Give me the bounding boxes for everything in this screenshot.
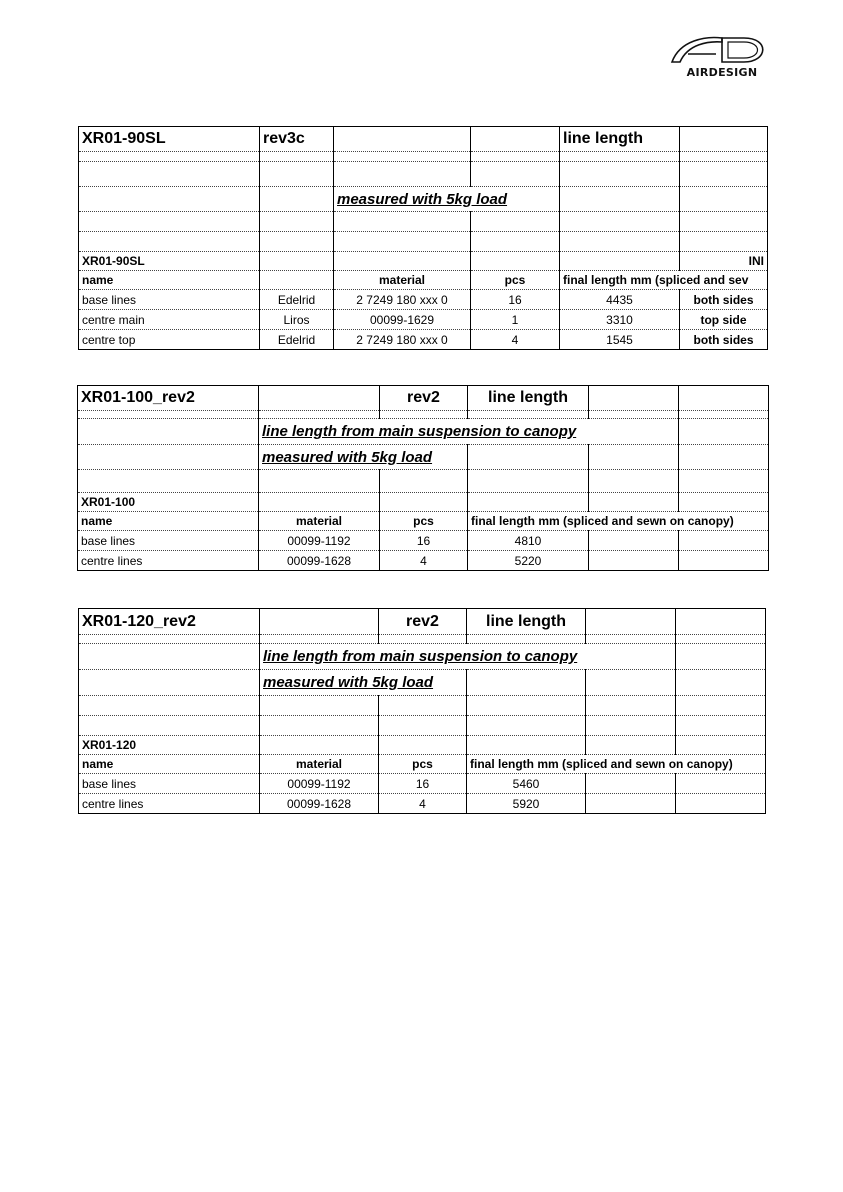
line-length: 1545	[560, 330, 680, 350]
line-length: 4435	[560, 290, 680, 310]
line-name: base lines	[79, 774, 260, 794]
table-row	[79, 774, 766, 794]
section-label: XR01-100	[78, 493, 259, 512]
line-length: 5460	[467, 774, 586, 794]
line-length: 3310	[560, 310, 680, 330]
line-material: 2 7249 180 xxx 0	[334, 330, 471, 350]
line-pcs: 16	[380, 531, 468, 551]
line-length: 4810	[468, 531, 589, 551]
line-length: 5920	[467, 794, 586, 814]
line-length-table-xr01-90sl	[78, 126, 768, 350]
ini-label: INI	[680, 252, 768, 271]
line-material: 00099-1629	[334, 310, 471, 330]
header-pcs: pcs	[379, 755, 467, 774]
line-pcs: 16	[471, 290, 560, 310]
line-brand: Liros	[260, 310, 334, 330]
header-name: name	[78, 512, 259, 531]
airdesign-logo	[666, 32, 778, 80]
table-row	[79, 290, 768, 310]
table-row	[79, 330, 768, 350]
line-material: 2 7249 180 xxx 0	[334, 290, 471, 310]
revision: rev3c	[260, 127, 334, 152]
logo-text: AIRDESIGN	[686, 66, 758, 79]
table-row	[79, 310, 768, 330]
line-name: base lines	[78, 531, 259, 551]
line-pcs: 1	[471, 310, 560, 330]
header-material: material	[260, 755, 379, 774]
header-pcs: pcs	[380, 512, 468, 531]
section-label: XR01-90SL	[79, 252, 260, 271]
line-material: 00099-1628	[260, 794, 379, 814]
line-pcs: 4	[380, 551, 468, 571]
line-name: centre main	[79, 310, 260, 330]
header-final-length: final length mm (spliced and sewn on canopy)	[467, 755, 766, 774]
table-row	[79, 794, 766, 814]
heading: line length	[560, 127, 680, 152]
section-label: XR01-120	[79, 736, 260, 755]
line-length-table-xr01-100	[77, 385, 769, 571]
measurement-note: measured with 5kg load	[260, 670, 467, 696]
line-name: centre top	[79, 330, 260, 350]
heading: line length	[467, 609, 586, 635]
revision: rev2	[379, 609, 467, 635]
line-material: 00099-1192	[259, 531, 380, 551]
header-name: name	[79, 271, 260, 290]
table-row	[78, 531, 769, 551]
sheet-title: XR01-120_rev2	[79, 609, 260, 635]
measurement-note: measured with 5kg load	[259, 445, 468, 470]
header-final-length: final length mm (spliced and sewn on canopy)	[468, 512, 769, 531]
suspension-note: line length from main suspension to canopy	[259, 419, 679, 445]
header-name: name	[79, 755, 260, 774]
header-material: material	[259, 512, 380, 531]
header-pcs: pcs	[471, 271, 560, 290]
line-pcs: 4	[471, 330, 560, 350]
header-final-length: final length mm (spliced and sev	[560, 271, 768, 290]
table-row	[78, 551, 769, 571]
heading: line length	[468, 386, 589, 411]
line-side: both sides	[680, 290, 768, 310]
sheet-title: XR01-100_rev2	[78, 386, 259, 411]
sheet-title: XR01-90SL	[79, 127, 260, 152]
airdesign-logo-icon	[666, 32, 778, 68]
line-length: 5220	[468, 551, 589, 571]
line-name: centre lines	[78, 551, 259, 571]
line-brand: Edelrid	[260, 290, 334, 310]
line-name: base lines	[79, 290, 260, 310]
header-material: material	[334, 271, 471, 290]
line-name: centre lines	[79, 794, 260, 814]
measurement-note: measured with 5kg load	[334, 187, 560, 212]
line-side: both sides	[680, 330, 768, 350]
line-side: top side	[680, 310, 768, 330]
line-pcs: 16	[379, 774, 467, 794]
line-material: 00099-1628	[259, 551, 380, 571]
line-brand: Edelrid	[260, 330, 334, 350]
suspension-note: line length from main suspension to canopy	[260, 644, 676, 670]
line-pcs: 4	[379, 794, 467, 814]
line-length-table-xr01-120	[78, 608, 766, 814]
line-material: 00099-1192	[260, 774, 379, 794]
revision: rev2	[380, 386, 468, 411]
